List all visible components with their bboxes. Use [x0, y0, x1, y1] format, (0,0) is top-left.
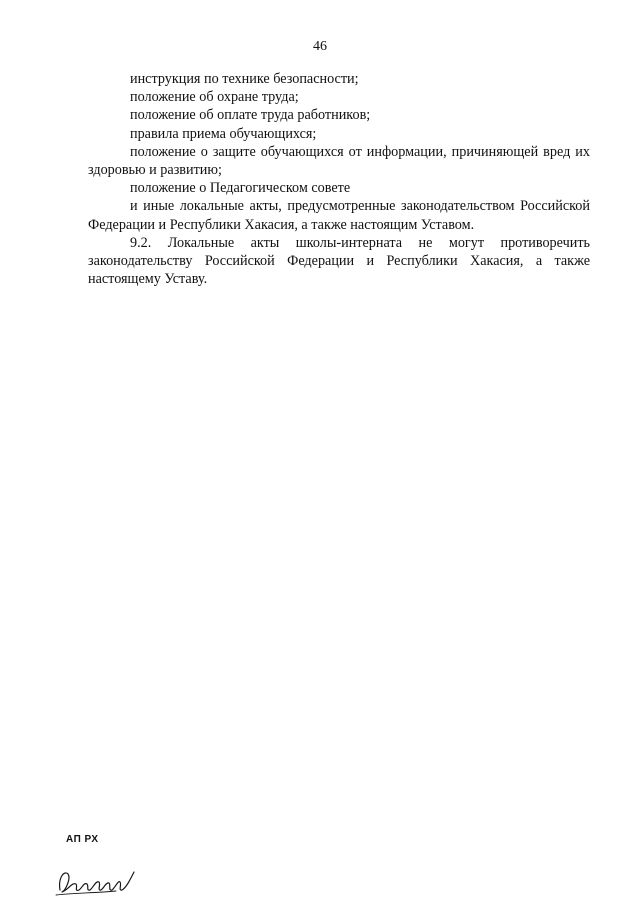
page-number: 46: [313, 39, 327, 54]
list-item-payment-regulation: положение об оплате труда работников;: [130, 107, 371, 124]
list-item-labor-protection: положение об охране труда;: [130, 89, 299, 106]
handwritten-signature: [54, 860, 138, 900]
list-item-pedagogical-council: положение о Педагогическом совете: [130, 180, 351, 197]
document-body: [88, 70, 590, 288]
list-item-safety-instruction: инструкция по технике безопасности;: [130, 71, 359, 87]
list-item-information-protection: положение о защите обучающихся от информации, причиняющей вред их здоровью и развитию;: [88, 143, 590, 179]
stamp-code: АП РХ: [66, 834, 99, 845]
list-item-other-acts: и иные локальные акты, предусмотренные законодательством Российской Федерации и Республики Хакасия, а также настоящим Уставом.: [88, 198, 590, 233]
clause-9-2: 9.2. Локальные акты школы-интерната не могут противоречить законодательству Российской Федерации и Республики Хакасия, а также настоящему Уставу.: [88, 234, 590, 288]
list-item-admission-rules: правила приема обучающихся;: [130, 125, 317, 142]
